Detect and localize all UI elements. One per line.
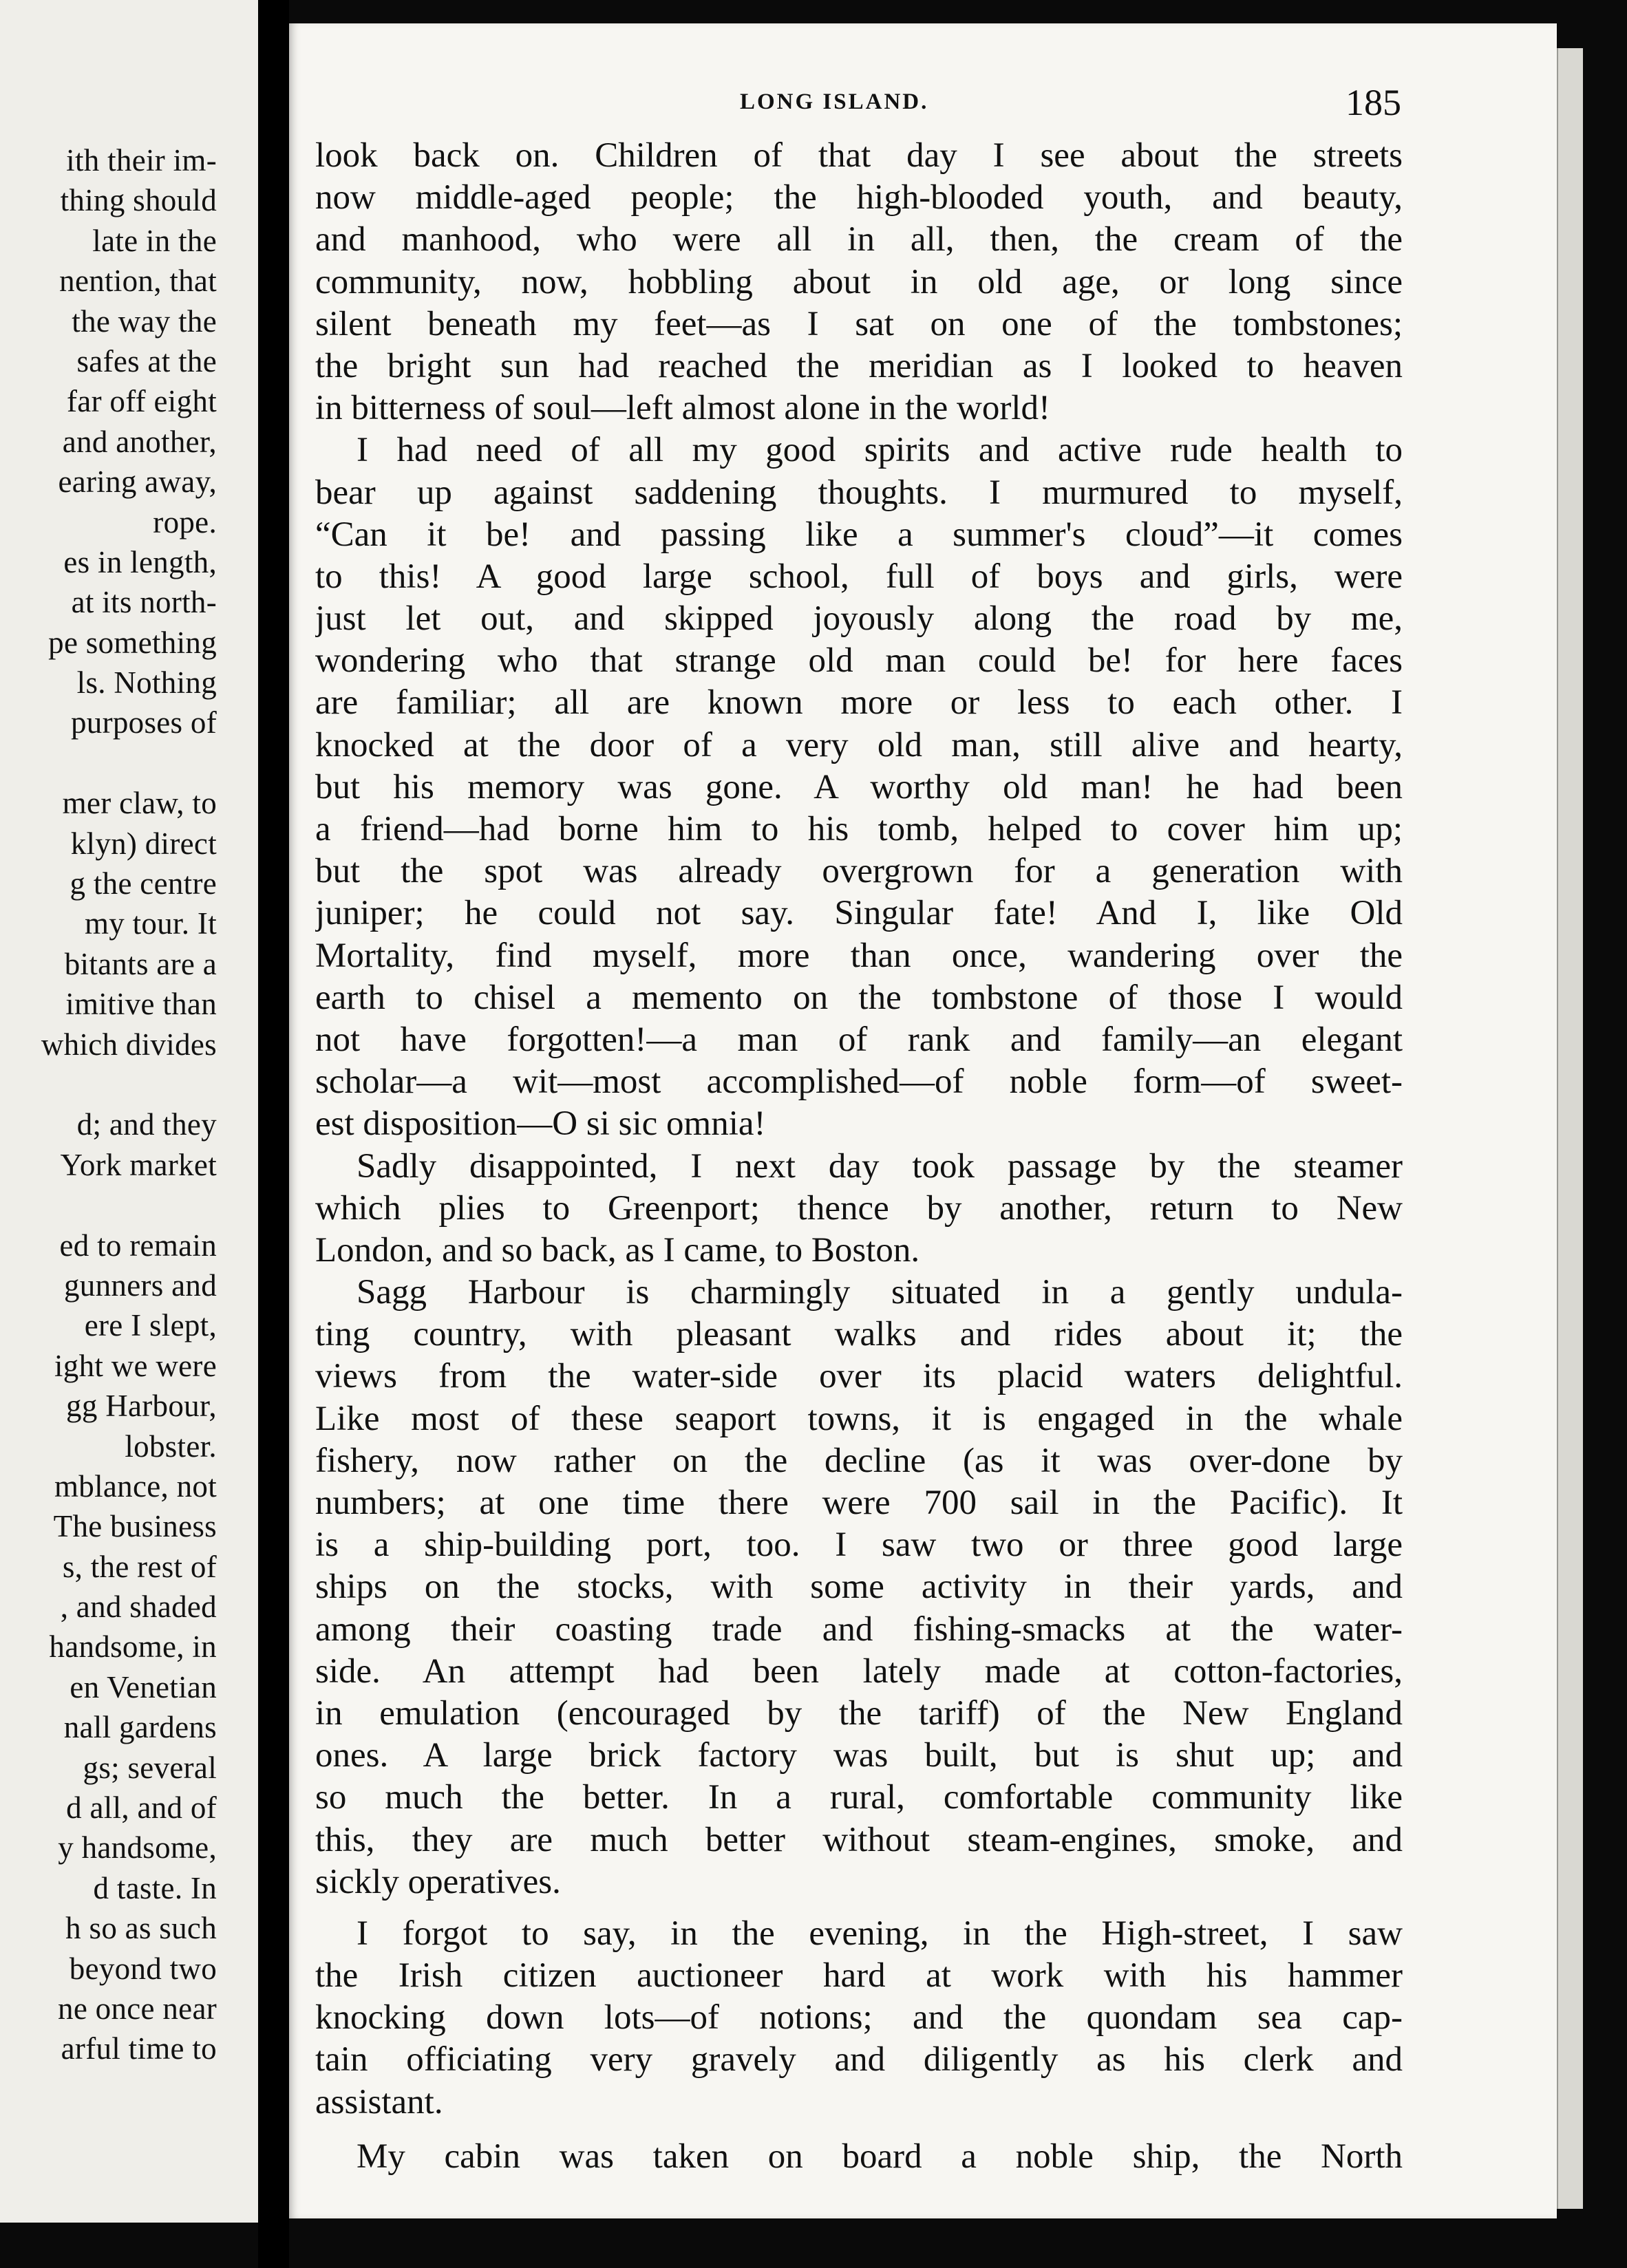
text-line: just let out, and skipped joyously along the road by me, <box>315 599 1403 639</box>
facing-line: thing should <box>60 183 217 218</box>
facing-line: mblance, not <box>54 1468 217 1504</box>
facing-line: handsome, in <box>49 1629 217 1665</box>
body-text <box>315 135 1403 2178</box>
text-line: knocked at the door of a very old man, still alive and hearty, <box>315 725 1403 764</box>
text-line: silent beneath my feet—as I sat on one of the tombstones; <box>315 304 1403 343</box>
text-line: assistant. <box>315 2082 443 2121</box>
text-line: the Irish citizen auctioneer hard at work with his hammer <box>315 1956 1403 1996</box>
facing-line: pe something <box>48 625 217 660</box>
facing-line: ed to remain <box>59 1228 217 1263</box>
facing-line: d all, and of <box>66 1790 217 1826</box>
text-line: among their coasting trade and fishing-smacks at the water- <box>315 1609 1403 1649</box>
facing-line: d; and they <box>76 1107 217 1142</box>
facing-line <box>0 743 258 783</box>
text-line: Like most of these seaport towns, it is engaged in the whale <box>315 1399 1403 1438</box>
text-line: bear up against saddening thoughts. I murmured to myself, <box>315 473 1403 512</box>
facing-line: en Venetian <box>70 1669 217 1704</box>
facing-line: d taste. In <box>93 1870 217 1905</box>
facing-line: my tour. It <box>84 906 217 941</box>
facing-page-fragment <box>0 0 260 2223</box>
text-line: knocking down lots—of notions; and the quondam sea cap- <box>315 1998 1403 2037</box>
text-line: and manhood, who were all in all, then, the cream of the <box>315 220 1403 259</box>
facing-line <box>0 1065 258 1104</box>
facing-line: h so as such <box>65 1911 217 1946</box>
facing-page-text <box>0 140 258 2069</box>
text-line: “Can it be! and passing like a summer's cloud”—it comes <box>315 515 1403 554</box>
facing-line <box>0 1185 258 1225</box>
text-line: is a ship-building port, too. I saw two or three good large <box>315 1526 1403 1565</box>
facing-line: es in length, <box>63 544 217 579</box>
text-line: community, now, hobbling about in old age, or long since <box>315 262 1403 301</box>
facing-line: safes at the <box>76 343 217 378</box>
text-line: look back on. Children of that day I see about the streets <box>315 136 1403 175</box>
text-line: in emulation (encouraged by the tariff) of the New England <box>315 1693 1403 1733</box>
text-line: fishery, now rather on the decline (as it was over-done by <box>315 1441 1403 1480</box>
facing-line: purposes of <box>70 705 217 740</box>
text-line: are familiar; all are known more or less to each other. I <box>315 683 1403 723</box>
facing-line: mer claw, to <box>62 786 217 821</box>
text-line: est disposition—O si sic omnia! <box>315 1104 766 1144</box>
text-line: Sagg Harbour is charmingly situated in a gently undula- <box>357 1273 1403 1312</box>
facing-line: gunners and <box>64 1267 217 1303</box>
running-head: LONG ISLAND. <box>740 89 929 114</box>
facing-line: lobster. <box>125 1429 217 1464</box>
text-line: side. An attempt had been lately made at cotton-factories, <box>315 1651 1403 1691</box>
page-number: 185 <box>1346 82 1401 123</box>
text-line: earth to chisel a memento on the tombstone of those I would <box>315 978 1403 1017</box>
facing-line: at its north- <box>71 585 217 620</box>
text-line: but his memory was gone. A worthy old man! he had been <box>315 767 1403 806</box>
facing-line: gg Harbour, <box>66 1389 217 1424</box>
text-line: sickly operatives. <box>315 1862 561 1901</box>
text-line: which plies to Greenport; thence by another, return to New <box>315 1188 1403 1228</box>
text-line: tain officiating very gravely and diligently as his clerk and <box>315 2040 1403 2079</box>
text-line: My cabin was taken on board a noble ship, the North <box>357 2137 1403 2176</box>
text-line: ones. A large brick factory was built, but is shut up; and <box>315 1736 1403 1775</box>
text-line: this, they are much better without steam-engines, smoke, and <box>315 1820 1403 1859</box>
text-line: not have forgotten!—a man of rank and family—an elegant <box>315 1020 1403 1059</box>
facing-line: y handsome, <box>58 1830 217 1865</box>
facing-line: York market <box>60 1147 217 1182</box>
facing-line: ight we were <box>54 1348 217 1383</box>
facing-line: nention, that <box>59 264 217 299</box>
facing-line: and another, <box>62 424 217 459</box>
text-line: but the spot was already overgrown for a generation with <box>315 852 1403 891</box>
text-line: I forgot to say, in the evening, in the High-street, I saw <box>357 1914 1403 1953</box>
text-line: a friend—had borne him to his tomb, helped to cover him up; <box>315 810 1403 848</box>
facing-line: The business <box>53 1509 217 1544</box>
facing-line: earing away, <box>58 464 217 500</box>
text-line: Mortality, find myself, more than once, wandering over the <box>315 936 1403 975</box>
text-line: in bitterness of soul—left almost alone in the world! <box>315 389 1050 428</box>
text-line: the bright sun had reached the meridian as I looked to heaven <box>315 346 1403 385</box>
text-line: views from the water-side over its placid waters delightful. <box>315 1357 1403 1396</box>
facing-line: nall gardens <box>63 1710 217 1745</box>
facing-line: ls. Nothing <box>76 665 217 700</box>
facing-line: arful time to <box>61 2031 217 2066</box>
text-line: to this! A good large school, full of boys and girls, were <box>315 557 1403 596</box>
facing-line: beyond two <box>69 1951 217 1986</box>
facing-line: which divides <box>41 1027 217 1062</box>
text-line: ting country, with pleasant walks and rides about it; the <box>315 1315 1403 1354</box>
text-line: I had need of all my good spirits and active rude health to <box>357 431 1403 470</box>
text-line: Sadly disappointed, I next day took passage by the steamer <box>357 1146 1403 1186</box>
book-gutter <box>258 0 289 2268</box>
page-edge <box>1557 48 1583 2209</box>
facing-line: late in the <box>92 223 217 258</box>
facing-line: gs; several <box>83 1750 217 1785</box>
facing-line: ith their im- <box>66 143 217 178</box>
text-line: wondering who that strange old man could be! for here faces <box>315 641 1403 681</box>
text-line: ships on the stocks, with some activity in their yards, and <box>315 1568 1403 1607</box>
facing-line: g the centre <box>70 866 217 901</box>
text-line: juniper; he could not say. Singular fate! And I, like Old <box>315 894 1403 933</box>
text-line: now middle-aged people; the high-blooded youth, and beauty, <box>315 178 1403 217</box>
facing-line: the way the <box>72 303 217 339</box>
facing-line: far off eight <box>67 384 217 419</box>
facing-line: , and shaded <box>60 1590 217 1625</box>
facing-line: ne once near <box>58 1991 217 2026</box>
facing-line: imitive than <box>65 987 217 1022</box>
facing-line: bitants are a <box>64 946 217 981</box>
facing-line: s, the rest of <box>62 1549 217 1584</box>
facing-line: klyn) direct <box>70 826 217 861</box>
text-line: London, and so back, as I came, to Boston. <box>315 1230 920 1270</box>
facing-line: ere I slept, <box>84 1308 217 1343</box>
facing-line: rope. <box>153 504 217 539</box>
text-line: so much the better. In a rural, comfortable community like <box>315 1778 1403 1817</box>
text-line: scholar—a wit—most accomplished—of noble form—of sweet- <box>315 1062 1403 1102</box>
text-line: numbers; at one time there were 700 sail in the Pacific). It <box>315 1484 1403 1522</box>
